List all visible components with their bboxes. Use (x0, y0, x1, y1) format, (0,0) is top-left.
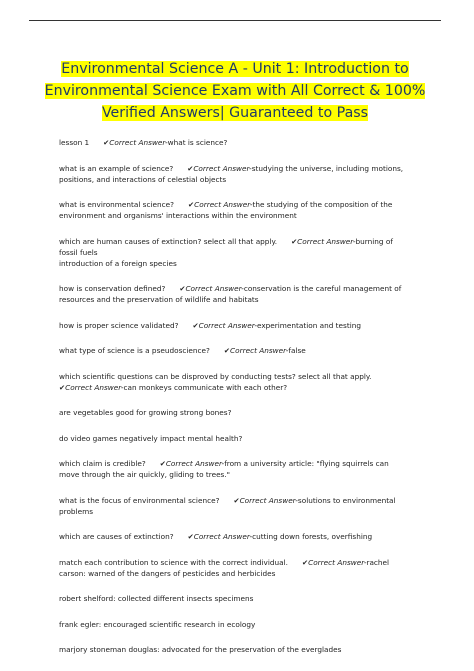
qa-item (59, 236, 409, 269)
answer: conservation is the careful management of resources and the preservation of wildlife and habitats (59, 284, 402, 304)
qa-item (59, 163, 409, 185)
question: which are causes of extinction? (59, 532, 174, 541)
answer: studying the universe, including motions, positions, and interactions of celestial objects (59, 163, 404, 184)
plain-line: do video games negatively impact mental health? (59, 433, 243, 443)
qa-item (59, 371, 409, 393)
top-rule (29, 20, 441, 21)
question: which are human causes of extinction? select all that apply. (59, 236, 278, 246)
page-title (29, 58, 441, 124)
answer: rachel carson: warned of the dangers of pesticides and herbicides (59, 557, 390, 578)
qa-item (59, 199, 409, 221)
qa-list (59, 137, 409, 670)
answer: what is science? (167, 138, 228, 147)
answer: the studying of the composition of the environment and organisms' interactions within the environment (59, 200, 393, 220)
question: what is environmental science? (59, 200, 175, 209)
qa-item (59, 137, 409, 148)
qa-item (59, 557, 409, 579)
answer-continuation: introduction of a foreign species (59, 258, 177, 268)
qa-item (59, 345, 409, 356)
correct-answer-label: ✔Correct Answer- (233, 495, 298, 505)
question: which scientific questions can be disproved by conducting tests? select all that apply. (59, 371, 372, 381)
answer: burning of fossil fuels (59, 236, 393, 257)
title-text: Environmental Science A - Unit 1: Introduction to Environmental Science Exam with All Correct & 100% Verified Answers| Guaranteed to Pass (44, 61, 426, 121)
answer: cutting down forests, overfishing (252, 532, 373, 541)
plain-line: robert shelford: collected different insects specimens (59, 594, 254, 603)
answer: can monkeys communicate with each other? (123, 382, 288, 392)
correct-answer-label: ✔Correct Answer- (59, 382, 124, 392)
correct-answer-label: ✔Correct Answer- (223, 346, 289, 355)
plain-line: are vegetables good for growing strong bones? (59, 408, 232, 417)
qa-item (59, 320, 409, 331)
question: how is proper science validated? (59, 320, 179, 330)
question: match each contribution to science with the correct individual. (59, 557, 288, 567)
qa-item (59, 495, 409, 517)
qa-item (59, 283, 409, 305)
correct-answer-label: ✔Correct Answer- (187, 163, 252, 173)
answer: from a university article: "flying squirrels can move through the air quickly, gliding to trees." (59, 459, 389, 479)
correct-answer-label: ✔Correct Answer- (301, 557, 367, 567)
qa-item (59, 458, 409, 480)
question: what type of science is a pseudoscience? (59, 346, 210, 355)
correct-answer-label: ✔Correct Answer- (103, 138, 168, 147)
correct-answer-label: ✔Correct Answer- (179, 284, 244, 293)
plain-line: frank egler: encouraged scientific research in ecology (59, 619, 256, 629)
correct-answer-label: ✔Correct Answer- (192, 320, 257, 330)
question: how is conservation defined? (59, 284, 166, 293)
question: what is an example of science? (59, 163, 174, 173)
qa-item (59, 531, 409, 542)
question: lesson 1 (59, 138, 90, 147)
correct-answer-label: ✔Correct Answer- (291, 236, 356, 246)
correct-answer-label: ✔Correct Answer- (188, 200, 253, 209)
correct-answer-label: ✔Correct Answer- (187, 532, 253, 541)
answer: experimentation and testing (256, 320, 361, 330)
answer: false (288, 346, 306, 355)
answer: solutions to environmental problems (59, 495, 396, 516)
question: what is the focus of environmental science? (59, 495, 220, 505)
correct-answer-label: ✔Correct Answer- (159, 459, 225, 468)
plain-line: marjory stoneman douglas: advocated for the preservation of the everglades (59, 645, 342, 654)
question: which claim is credible? (59, 459, 146, 468)
